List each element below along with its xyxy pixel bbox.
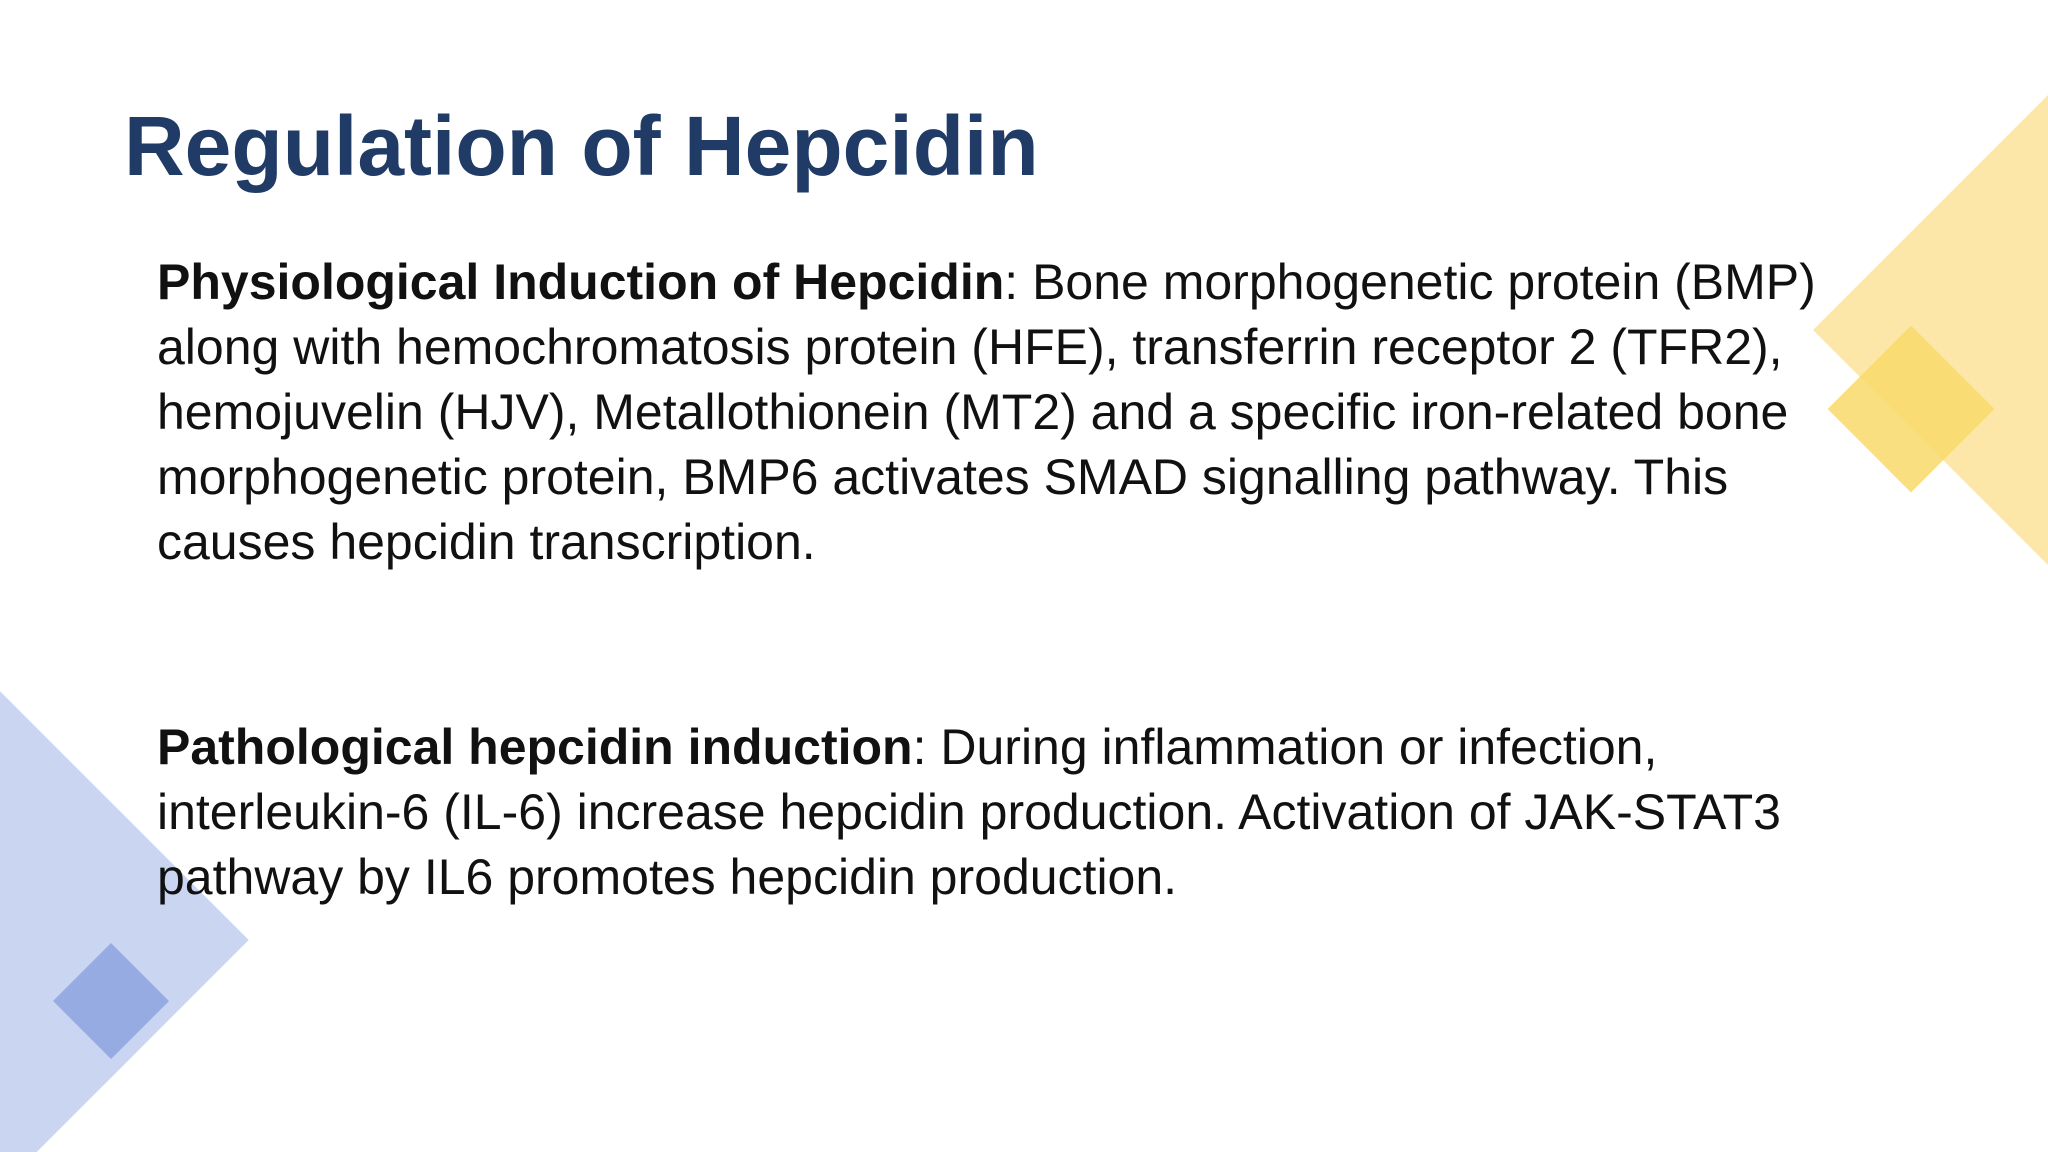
paragraph-term: Pathological hepcidin induction [157,719,913,775]
slide-body [157,250,1877,910]
slide-title: Regulation of Hepcidin [124,99,1039,193]
paragraph-text: During inflammation or infection, interleukin-6 (IL-6) increase hepcidin production. Activation of JAK-STAT3 pathway by IL6 promotes hepcidin production. [157,719,1781,905]
paragraph-separator: : [1004,254,1033,310]
paragraph-pathological-induction [157,715,1877,910]
paragraph-text: Bone morphogenetic protein (BMP) along with hemochromatosis protein (HFE), transferrin receptor 2 (TFR2), hemojuvelin (HJV), Metallothionein (MT2) and a specific iron-related bone morphogenetic protein, BMP6 activates SMAD signalling pathway. This causes hepcidin transcription. [157,254,1816,570]
paragraph-separator: : [912,719,941,775]
paragraph-term: Physiological Induction of Hepcidin [157,254,1005,310]
paragraph-physiological-induction [157,250,1877,575]
